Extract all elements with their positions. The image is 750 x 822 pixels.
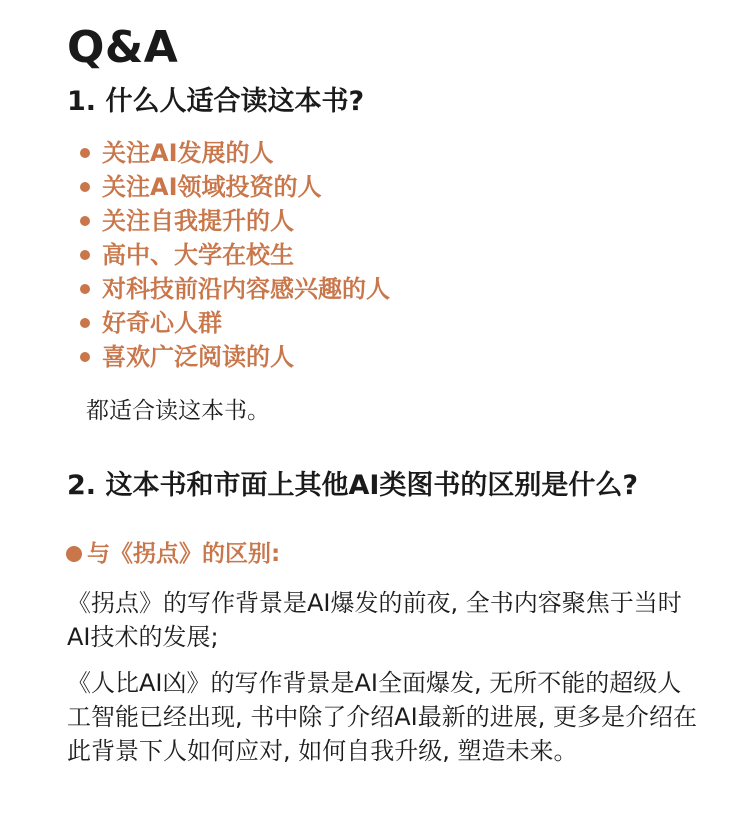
list-item bbox=[80, 170, 390, 204]
list-item-text: 高中、大学在校生 bbox=[102, 241, 294, 269]
comparison-paragraph-1: 《拐点》的写作背景是AI爆发的前夜, 全书内容聚焦于当时AI技术的发展; bbox=[67, 589, 682, 651]
list-item bbox=[80, 306, 390, 340]
list-item-text: 关注自我提升的人 bbox=[102, 207, 294, 235]
bullet-dot-icon bbox=[66, 546, 82, 562]
list-item-text: 对科技前沿内容感兴趣的人 bbox=[102, 275, 390, 303]
question-1-heading: 1. 什么人适合读这本书? bbox=[67, 86, 365, 117]
bullet-dot-icon bbox=[80, 182, 90, 192]
list-item bbox=[80, 238, 390, 272]
list-item bbox=[80, 272, 390, 306]
list-item-text: 好奇心人群 bbox=[102, 309, 222, 337]
bullet-dot-icon bbox=[80, 352, 90, 362]
list-item-text: 关注AI领域投资的人 bbox=[102, 173, 322, 201]
list-item bbox=[80, 340, 390, 374]
question-2-heading: 2. 这本书和市面上其他AI类图书的区别是什么? bbox=[67, 470, 639, 501]
bullet-dot-icon bbox=[80, 148, 90, 158]
page-title: Q&A bbox=[67, 22, 179, 73]
list-item bbox=[80, 136, 390, 170]
list-item-text: 关注AI发展的人 bbox=[102, 139, 274, 167]
audience-list bbox=[80, 136, 390, 374]
bullet-dot-icon bbox=[80, 216, 90, 226]
bullet-dot-icon bbox=[80, 284, 90, 294]
comparison-subheading-text: 与《拐点》的区别: bbox=[87, 541, 281, 567]
bullet-dot-icon bbox=[80, 318, 90, 328]
comparison-paragraph-2: 《人比AI凶》的写作背景是AI全面爆发, 无所不能的超级人工智能已经出现, 书中除了介绍AI最新的进展, 更多是介绍在此背景下人如何应对, 如何自我升级, 塑造未来。 bbox=[67, 669, 698, 765]
comparison-subheading bbox=[66, 538, 280, 570]
list-item-text: 喜欢广泛阅读的人 bbox=[102, 343, 294, 371]
list-item bbox=[80, 204, 390, 238]
question-1-conclusion: 都适合读这本书。 bbox=[86, 398, 270, 424]
bullet-dot-icon bbox=[80, 250, 90, 260]
